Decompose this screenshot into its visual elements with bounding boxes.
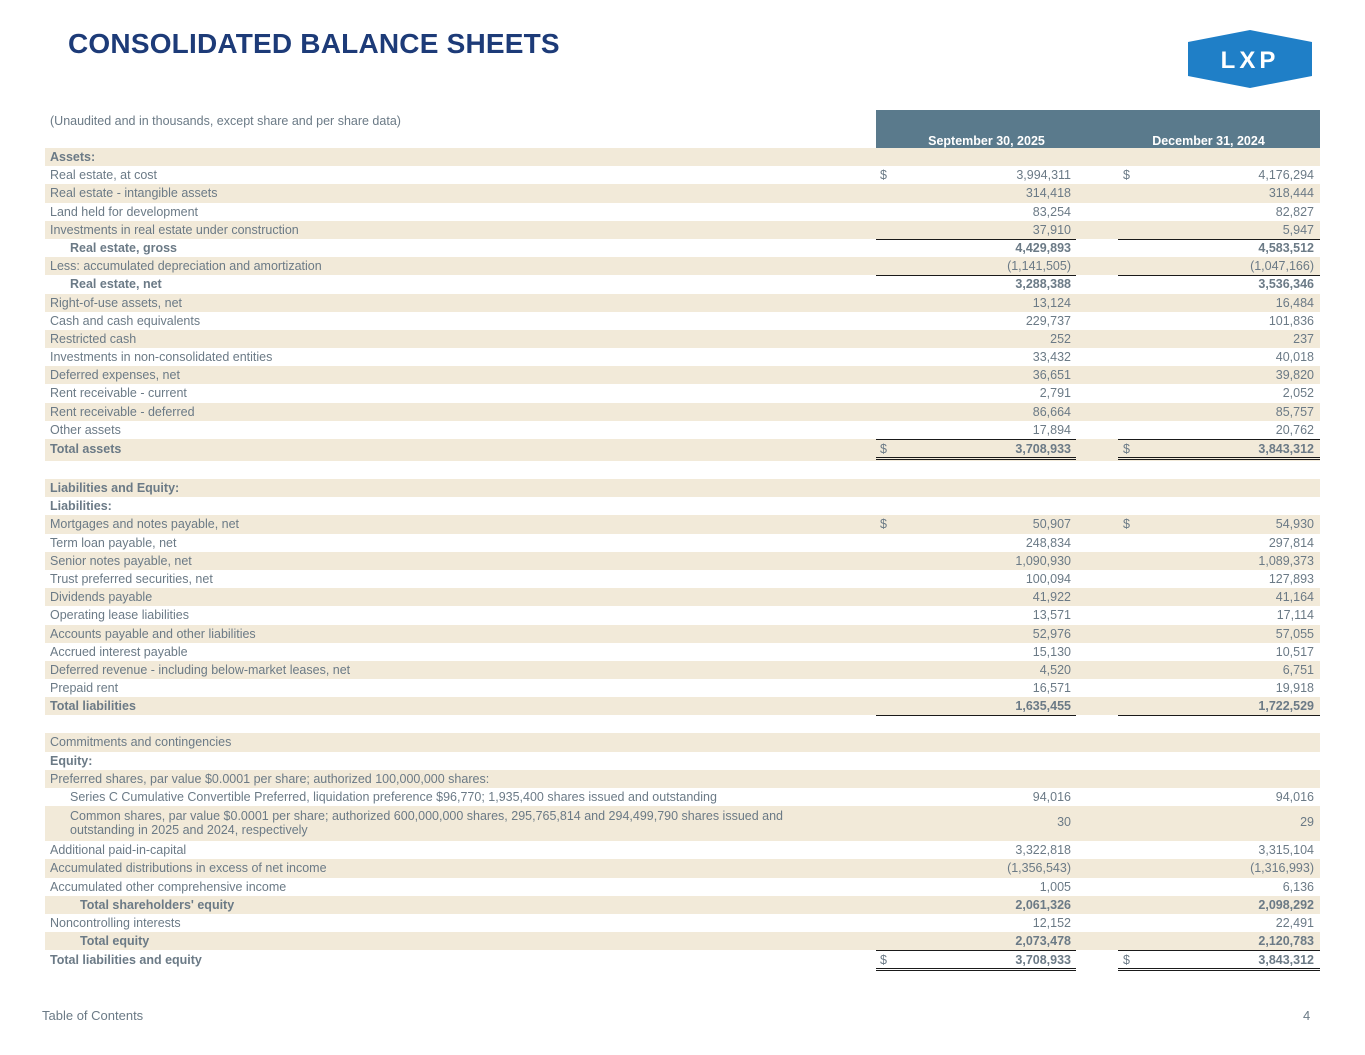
value-dec-2024: 1,089,373 xyxy=(1258,553,1314,568)
row-label: Accumulated other comprehensive income xyxy=(50,879,287,894)
row-label: Total equity xyxy=(80,934,150,949)
row-label: Assets: xyxy=(50,150,96,164)
row-label: Dividends payable xyxy=(50,590,153,605)
row-label: Other assets xyxy=(50,422,121,437)
value-dec-2024: 101,836 xyxy=(1268,313,1314,328)
dollar-sign: $ xyxy=(1123,442,1130,456)
value-dec-2024: 82,827 xyxy=(1275,204,1314,219)
value-dec-2024: 3,315,104 xyxy=(1258,843,1314,858)
row-label: Additional paid-in-capital xyxy=(50,843,187,858)
page-title: CONSOLIDATED BALANCE SHEETS xyxy=(68,28,560,59)
table-row xyxy=(45,896,1320,914)
row-label: Common shares, par value $0.0001 per share; authorized 600,000,000 shares, 295,765,814 and 294,499,790 shares issued and outstanding in 2025 and 2024, respectively xyxy=(70,809,784,838)
value-sep-2025: 33,432 xyxy=(1032,350,1071,365)
row-label: Rent receivable - deferred xyxy=(50,404,195,419)
value-dec-2024: 57,055 xyxy=(1275,626,1314,641)
table-row xyxy=(45,570,1320,588)
table-row xyxy=(45,770,1320,788)
value-dec-2024: (1,047,166) xyxy=(1250,259,1314,274)
value-sep-2025: 4,429,893 xyxy=(1015,240,1071,255)
page-number: 4 xyxy=(1303,1008,1311,1023)
table-row xyxy=(45,439,1320,461)
table-row xyxy=(45,878,1320,896)
table-row xyxy=(45,697,1320,715)
top-rule xyxy=(1118,439,1320,440)
row-label: Investments in non-consolidated entities xyxy=(50,350,273,365)
value-sep-2025: 12,152 xyxy=(1032,915,1071,930)
row-label: Accumulated distributions in excess of net income xyxy=(50,861,327,876)
table-row xyxy=(45,184,1320,202)
double-underline xyxy=(876,457,1076,460)
value-dec-2024: 6,136 xyxy=(1282,879,1314,894)
row-label: Real estate - intangible assets xyxy=(50,186,218,201)
value-dec-2024: 2,120,783 xyxy=(1258,934,1314,949)
dollar-sign: $ xyxy=(880,953,887,968)
value-sep-2025: 86,664 xyxy=(1032,404,1071,419)
value-dec-2024: 297,814 xyxy=(1268,535,1314,550)
value-dec-2024: 3,843,312 xyxy=(1258,953,1314,968)
table-row xyxy=(45,588,1320,606)
lxp-logo xyxy=(1188,30,1312,88)
table-row xyxy=(45,239,1320,257)
double-underline xyxy=(1118,968,1320,971)
row-label: Series C Cumulative Convertible Preferred, liquidation preference $96,770; 1,935,400 shares issued and outstanding xyxy=(70,790,717,804)
table-row xyxy=(45,733,1320,751)
row-label: Real estate, net xyxy=(70,277,162,292)
value-dec-2024: (1,316,993) xyxy=(1250,861,1314,876)
double-underline xyxy=(876,968,1076,971)
table-row xyxy=(45,806,1320,841)
table-row xyxy=(45,841,1320,859)
table-row xyxy=(45,403,1320,421)
value-dec-2024: 318,444 xyxy=(1268,186,1314,201)
spacer-row xyxy=(45,461,1320,479)
value-dec-2024: 17,114 xyxy=(1276,608,1314,623)
value-sep-2025: 50,907 xyxy=(1032,517,1071,532)
table-row xyxy=(45,148,1320,166)
value-sep-2025: 17,894 xyxy=(1032,422,1071,437)
row-label: Accrued interest payable xyxy=(50,644,188,659)
row-label: Land held for development xyxy=(50,204,199,219)
value-sep-2025: 314,418 xyxy=(1025,186,1071,201)
table-row xyxy=(45,203,1320,221)
row-label: Mortgages and notes payable, net xyxy=(50,517,240,532)
value-sep-2025: (1,356,543) xyxy=(1007,861,1071,876)
value-sep-2025: 52,976 xyxy=(1032,626,1071,641)
row-label: Term loan payable, net xyxy=(50,535,177,550)
value-dec-2024: 39,820 xyxy=(1275,368,1314,383)
value-dec-2024: 237 xyxy=(1293,331,1314,346)
value-dec-2024: 3,536,346 xyxy=(1258,277,1314,292)
value-dec-2024: 1,722,529 xyxy=(1258,699,1314,714)
table-row xyxy=(45,661,1320,679)
table-row xyxy=(45,859,1320,877)
value-sep-2025: 3,288,388 xyxy=(1015,277,1071,292)
dollar-sign: $ xyxy=(880,442,887,456)
table-row xyxy=(45,421,1320,439)
value-sep-2025: 3,994,311 xyxy=(1016,168,1071,183)
column-header-sep-2025: September 30, 2025 xyxy=(876,110,1097,148)
row-label: Noncontrolling interests xyxy=(50,915,181,930)
value-dec-2024: 22,491 xyxy=(1275,915,1314,930)
dollar-sign: $ xyxy=(1123,517,1130,532)
value-dec-2024: 54,930 xyxy=(1275,517,1314,532)
table-row xyxy=(45,534,1320,552)
value-sep-2025: 37,910 xyxy=(1032,222,1071,237)
value-sep-2025: 252 xyxy=(1050,331,1071,346)
value-sep-2025: 100,094 xyxy=(1025,571,1071,586)
value-dec-2024: 127,893 xyxy=(1268,571,1314,586)
value-sep-2025: 41,922 xyxy=(1032,590,1071,605)
value-sep-2025: 2,073,478 xyxy=(1015,934,1071,949)
value-dec-2024: 29 xyxy=(1300,815,1314,830)
double-underline xyxy=(1118,457,1320,460)
table-row xyxy=(45,515,1320,533)
value-dec-2024: 10,517 xyxy=(1275,644,1314,659)
value-dec-2024: 94,016 xyxy=(1275,790,1314,804)
value-dec-2024: 41,164 xyxy=(1275,590,1314,605)
spacer-row xyxy=(45,715,1320,733)
table-row xyxy=(45,643,1320,661)
value-dec-2024: 85,757 xyxy=(1275,404,1314,419)
logo-text: LXP xyxy=(1220,47,1280,74)
value-sep-2025: 1,090,930 xyxy=(1015,553,1071,568)
row-label: Preferred shares, par value $0.0001 per share; authorized 100,000,000 shares: xyxy=(50,771,490,786)
table-row xyxy=(45,348,1320,366)
row-label: Senior notes payable, net xyxy=(50,553,192,568)
table-row xyxy=(45,950,1320,972)
row-label: Prepaid rent xyxy=(50,681,119,696)
value-dec-2024: 4,176,294 xyxy=(1258,168,1314,183)
value-dec-2024: 4,583,512 xyxy=(1258,240,1314,255)
row-label: Commitments and contingencies xyxy=(50,735,232,750)
top-rule xyxy=(876,950,1076,951)
table-row xyxy=(45,679,1320,697)
value-sep-2025: 1,635,455 xyxy=(1015,699,1071,714)
value-sep-2025: 4,520 xyxy=(1039,662,1071,677)
row-label: Total liabilities and equity xyxy=(50,953,202,968)
row-label: Rent receivable - current xyxy=(50,386,187,401)
value-sep-2025: 3,708,933 xyxy=(1015,442,1071,456)
row-label: Liabilities and Equity: xyxy=(50,481,180,495)
table-body xyxy=(45,148,1320,972)
row-label: Real estate, at cost xyxy=(50,168,158,183)
row-label: Operating lease liabilities xyxy=(50,608,189,623)
value-dec-2024: 19,918 xyxy=(1275,681,1314,696)
table-row xyxy=(45,312,1320,330)
value-dec-2024: 6,751 xyxy=(1282,662,1314,677)
row-label: Accounts payable and other liabilities xyxy=(50,626,256,641)
value-sep-2025: 3,322,818 xyxy=(1015,843,1071,858)
top-rule xyxy=(1118,950,1320,951)
dollar-sign: $ xyxy=(880,168,887,183)
balance-sheet-table xyxy=(45,110,1320,972)
row-label: Less: accumulated depreciation and amortization xyxy=(50,259,322,274)
value-sep-2025: 1,005 xyxy=(1039,879,1071,894)
value-dec-2024: 2,098,292 xyxy=(1258,897,1314,912)
table-row xyxy=(45,479,1320,497)
value-sep-2025: 248,834 xyxy=(1025,535,1071,550)
table-row xyxy=(45,366,1320,384)
table-row xyxy=(45,166,1320,184)
table-of-contents-link[interactable]: Table of Contents xyxy=(42,1008,144,1023)
row-label: Equity: xyxy=(50,753,93,768)
table-note: (Unaudited and in thousands, except share and per share data) xyxy=(50,114,401,128)
value-dec-2024: 5,947 xyxy=(1282,222,1314,237)
row-label: Investments in real estate under construction xyxy=(50,222,299,237)
dollar-sign: $ xyxy=(880,517,887,532)
value-sep-2025: 30 xyxy=(1057,815,1071,830)
table-row xyxy=(45,914,1320,932)
value-sep-2025: 36,651 xyxy=(1032,368,1071,383)
row-label: Deferred revenue - including below-market leases, net xyxy=(50,662,351,677)
table-row xyxy=(45,330,1320,348)
table-row xyxy=(45,221,1320,239)
dollar-sign: $ xyxy=(1123,168,1130,183)
value-sep-2025: 15,130 xyxy=(1032,644,1071,659)
table-row xyxy=(45,275,1320,293)
table-row xyxy=(45,552,1320,570)
value-dec-2024: 40,018 xyxy=(1275,350,1314,365)
value-sep-2025: 229,737 xyxy=(1025,313,1071,328)
value-dec-2024: 20,762 xyxy=(1275,422,1314,437)
table-row xyxy=(45,932,1320,950)
value-sep-2025: 3,708,933 xyxy=(1015,953,1071,968)
row-label: Total liabilities xyxy=(50,699,136,714)
row-label: Deferred expenses, net xyxy=(50,368,180,383)
table-row xyxy=(45,294,1320,312)
row-label: Total assets xyxy=(50,442,122,456)
value-dec-2024: 2,052 xyxy=(1282,386,1314,401)
value-dec-2024: 3,843,312 xyxy=(1258,442,1314,456)
value-sep-2025: 13,124 xyxy=(1032,295,1071,310)
row-label: Total shareholders' equity xyxy=(80,897,235,912)
table-row xyxy=(45,257,1320,275)
top-rule xyxy=(876,439,1076,440)
table-header xyxy=(45,110,1320,148)
row-label: Cash and cash equivalents xyxy=(50,313,201,328)
value-sep-2025: 16,571 xyxy=(1032,681,1071,696)
row-label: Right-of-use assets, net xyxy=(50,295,183,310)
table-row xyxy=(45,625,1320,643)
row-label: Restricted cash xyxy=(50,331,137,346)
table-row xyxy=(45,497,1320,515)
row-label: Trust preferred securities, net xyxy=(50,571,213,586)
value-sep-2025: 13,571 xyxy=(1032,608,1071,623)
table-row xyxy=(45,788,1320,806)
table-row xyxy=(45,752,1320,770)
value-sep-2025: 94,016 xyxy=(1032,790,1071,804)
value-sep-2025: (1,141,505) xyxy=(1007,259,1071,274)
value-sep-2025: 2,061,326 xyxy=(1015,897,1071,912)
row-label: Real estate, gross xyxy=(70,240,177,255)
row-label: Liabilities: xyxy=(50,499,112,514)
value-dec-2024: 16,484 xyxy=(1275,295,1314,310)
dollar-sign: $ xyxy=(1123,953,1130,968)
table-row xyxy=(45,606,1320,624)
value-sep-2025: 2,791 xyxy=(1039,386,1071,401)
table-row xyxy=(45,384,1320,402)
value-sep-2025: 83,254 xyxy=(1032,204,1071,219)
column-header-dec-2024: December 31, 2024 xyxy=(1097,110,1320,148)
